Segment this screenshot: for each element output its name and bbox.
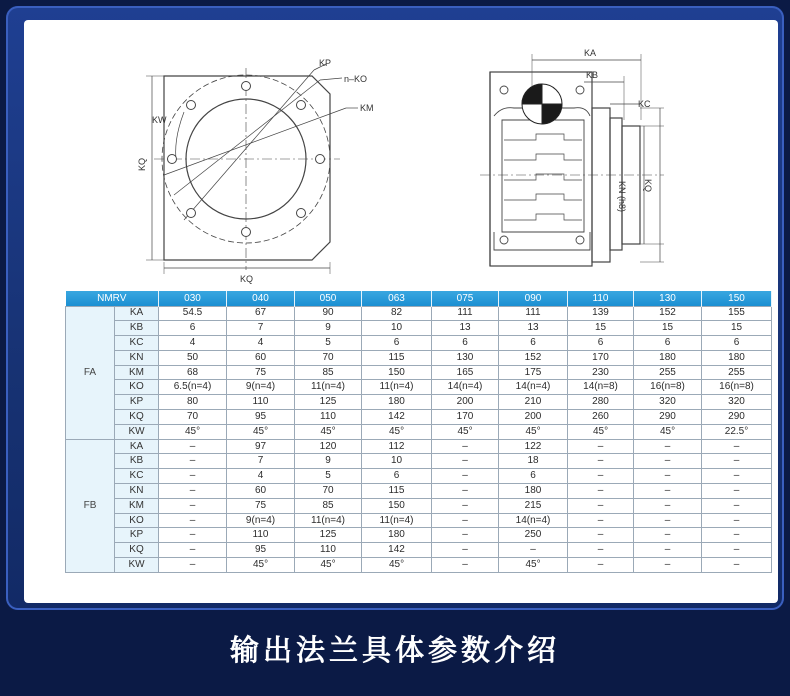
header-model: 110 [568,291,634,306]
value-cell: – [634,543,702,558]
value-cell: – [432,543,499,558]
table-row [66,306,772,321]
value-cell: 60 [227,484,295,499]
value-cell: 200 [499,410,568,425]
value-cell: 70 [295,350,362,365]
value-cell: 4 [159,336,227,351]
value-cell: – [634,469,702,484]
label-kp: KP [319,58,332,68]
value-cell: 45° [432,424,499,439]
table-row [66,350,772,365]
value-cell: 45° [295,558,362,573]
value-cell: – [432,469,499,484]
value-cell: – [634,528,702,543]
value-cell: – [634,454,702,469]
value-cell: – [702,558,772,573]
value-cell: 6 [499,336,568,351]
value-cell: – [159,513,227,528]
value-cell: 320 [634,395,702,410]
value-cell: 45° [295,424,362,439]
value-cell: 115 [362,350,432,365]
value-cell: 14(n=4) [432,380,499,395]
value-cell: 320 [702,395,772,410]
value-cell: 6 [499,469,568,484]
value-cell: – [159,543,227,558]
value-cell: 6.5(n=4) [159,380,227,395]
value-cell: 80 [159,395,227,410]
value-cell: – [702,454,772,469]
header-nmrv: NMRV [66,291,159,306]
param-label: KQ [115,543,159,558]
value-cell: 155 [702,306,772,321]
value-cell: – [702,469,772,484]
value-cell: 110 [227,395,295,410]
value-cell: 45° [159,424,227,439]
table-row [66,365,772,380]
label-kq-right: KQ [643,179,653,193]
value-cell: 15 [634,321,702,336]
value-cell: 15 [568,321,634,336]
value-cell: 260 [568,410,634,425]
value-cell: – [634,439,702,454]
value-cell: – [634,558,702,573]
value-cell: – [159,469,227,484]
header-model: 130 [634,291,702,306]
value-cell: 165 [432,365,499,380]
value-cell: – [568,498,634,513]
value-cell: 45° [499,558,568,573]
table-row [66,424,772,439]
value-cell: – [159,484,227,499]
value-cell: 45° [634,424,702,439]
table-header-row [66,291,772,306]
outer-frame [6,6,784,610]
value-cell: 200 [432,395,499,410]
value-cell: 4 [227,469,295,484]
value-cell: 95 [227,410,295,425]
param-label: KP [115,528,159,543]
value-cell: 280 [568,395,634,410]
value-cell: 290 [634,410,702,425]
value-cell: 75 [227,365,295,380]
value-cell: 142 [362,543,432,558]
table-row [66,484,772,499]
label-kq-left: KQ [137,157,147,171]
value-cell: 250 [499,528,568,543]
table-row [66,336,772,351]
value-cell: – [568,484,634,499]
flange-parameter-table [65,291,772,573]
value-cell: 75 [227,498,295,513]
value-cell: 70 [295,484,362,499]
value-cell: – [432,498,499,513]
value-cell: 111 [432,306,499,321]
value-cell: 6 [159,321,227,336]
value-cell: 70 [159,410,227,425]
value-cell: 13 [432,321,499,336]
value-cell: 6 [362,469,432,484]
header-model: 063 [362,291,432,306]
value-cell: 125 [295,395,362,410]
value-cell: – [159,439,227,454]
header-model: 050 [295,291,362,306]
value-cell: – [702,498,772,513]
value-cell: 14(n=4) [499,513,568,528]
value-cell: 11(n=4) [295,380,362,395]
header-model: 090 [499,291,568,306]
header-model: 075 [432,291,499,306]
value-cell: – [432,484,499,499]
value-cell: 170 [432,410,499,425]
value-cell: – [702,484,772,499]
value-cell: 16(n=8) [702,380,772,395]
value-cell: – [159,454,227,469]
table-body [66,306,772,572]
value-cell: – [432,513,499,528]
value-cell: – [159,498,227,513]
label-kq-bottom: KQ [240,274,254,284]
value-cell: – [432,528,499,543]
value-cell: – [568,528,634,543]
value-cell: 10 [362,321,432,336]
value-cell: 215 [499,498,568,513]
value-cell: – [159,528,227,543]
value-cell: 16(n=8) [634,380,702,395]
value-cell: 180 [362,528,432,543]
value-cell: 150 [362,498,432,513]
value-cell: 255 [634,365,702,380]
table-row [66,454,772,469]
value-cell: 6 [568,336,634,351]
value-cell: 6 [702,336,772,351]
value-cell: 45° [568,424,634,439]
value-cell: – [432,558,499,573]
value-cell: 5 [295,336,362,351]
value-cell: 6 [432,336,499,351]
value-cell: 139 [568,306,634,321]
value-cell: 110 [295,543,362,558]
value-cell: – [432,439,499,454]
value-cell: 11(n=4) [362,380,432,395]
table-row [66,543,772,558]
value-cell: 97 [227,439,295,454]
value-cell: 14(n=8) [568,380,634,395]
flange-drawings [24,20,778,290]
value-cell: 152 [499,350,568,365]
content-panel [24,20,778,603]
value-cell: – [702,543,772,558]
value-cell: 68 [159,365,227,380]
param-label: KO [115,380,159,395]
table-row [66,513,772,528]
table-row [66,528,772,543]
value-cell: 230 [568,365,634,380]
label-kw: KW [152,115,167,125]
side-view-drawing [480,54,664,266]
table-row [66,395,772,410]
param-label: KN [115,484,159,499]
value-cell: 11(n=4) [295,513,362,528]
header-model: 150 [702,291,772,306]
param-label: KB [115,454,159,469]
value-cell: 152 [634,306,702,321]
value-cell: 45° [362,558,432,573]
value-cell: – [702,528,772,543]
value-cell: 90 [295,306,362,321]
value-cell: 82 [362,306,432,321]
value-cell: 15 [702,321,772,336]
value-cell: 60 [227,350,295,365]
value-cell: 67 [227,306,295,321]
value-cell: – [568,454,634,469]
label-n-ko: n–KO [344,74,368,84]
value-cell: 9 [295,321,362,336]
param-label: KP [115,395,159,410]
value-cell: – [634,498,702,513]
header-model: 030 [159,291,227,306]
value-cell: 85 [295,365,362,380]
value-cell: – [159,558,227,573]
value-cell: 7 [227,321,295,336]
table-row [66,410,772,425]
value-cell: 9(n=4) [227,513,295,528]
value-cell: 54.5 [159,306,227,321]
value-cell: 6 [634,336,702,351]
value-cell: 7 [227,454,295,469]
label-kn: KN (h8) [617,181,627,213]
value-cell: 14(n=4) [499,380,568,395]
param-label: KM [115,365,159,380]
value-cell: – [568,558,634,573]
value-cell: 180 [362,395,432,410]
value-cell: 45° [362,424,432,439]
param-label: KA [115,439,159,454]
value-cell: 170 [568,350,634,365]
value-cell: – [568,543,634,558]
param-label: KM [115,498,159,513]
value-cell: 95 [227,543,295,558]
value-cell: – [634,513,702,528]
value-cell: 5 [295,469,362,484]
value-cell: – [702,439,772,454]
label-ka: KA [584,48,597,58]
value-cell: 45° [227,558,295,573]
param-label: KC [115,336,159,351]
value-cell: 9 [295,454,362,469]
value-cell: – [499,543,568,558]
value-cell: 110 [295,410,362,425]
value-cell: 142 [362,410,432,425]
value-cell: 45° [499,424,568,439]
value-cell: 290 [702,410,772,425]
header-model: 040 [227,291,295,306]
value-cell: 10 [362,454,432,469]
value-cell: 9(n=4) [227,380,295,395]
table-row [66,321,772,336]
value-cell: 18 [499,454,568,469]
table-row [66,498,772,513]
param-label: KN [115,350,159,365]
value-cell: 210 [499,395,568,410]
value-cell: 125 [295,528,362,543]
value-cell: – [568,469,634,484]
label-kc: KC [638,99,651,109]
value-cell: 6 [362,336,432,351]
value-cell: 4 [227,336,295,351]
value-cell: – [702,513,772,528]
param-label: KW [115,424,159,439]
param-label: KC [115,469,159,484]
table-row [66,380,772,395]
value-cell: – [568,513,634,528]
value-cell: – [568,439,634,454]
page-caption: 输出法兰具体参数介绍 [229,633,560,667]
front-view-drawing [146,64,358,274]
value-cell: 22.5° [702,424,772,439]
value-cell: 122 [499,439,568,454]
table-row [66,558,772,573]
value-cell: 110 [227,528,295,543]
group-label: FB [66,439,115,572]
param-label: KQ [115,410,159,425]
value-cell: 115 [362,484,432,499]
value-cell: 255 [702,365,772,380]
value-cell: 150 [362,365,432,380]
value-cell: 180 [634,350,702,365]
param-label: KB [115,321,159,336]
param-label: KA [115,306,159,321]
shaft-section [522,84,562,124]
table-row [66,469,772,484]
value-cell: 180 [702,350,772,365]
value-cell: 50 [159,350,227,365]
table-row [66,439,772,454]
value-cell: 85 [295,498,362,513]
label-km: KM [360,103,374,113]
param-label: KW [115,558,159,573]
value-cell: 13 [499,321,568,336]
label-kb: KB [586,70,599,80]
group-label: FA [66,306,115,439]
value-cell: – [432,454,499,469]
value-cell: 11(n=4) [362,513,432,528]
value-cell: 45° [227,424,295,439]
value-cell: 112 [362,439,432,454]
param-label: KO [115,513,159,528]
value-cell: 180 [499,484,568,499]
value-cell: – [634,484,702,499]
value-cell: 120 [295,439,362,454]
value-cell: 130 [432,350,499,365]
value-cell: 175 [499,365,568,380]
value-cell: 111 [499,306,568,321]
